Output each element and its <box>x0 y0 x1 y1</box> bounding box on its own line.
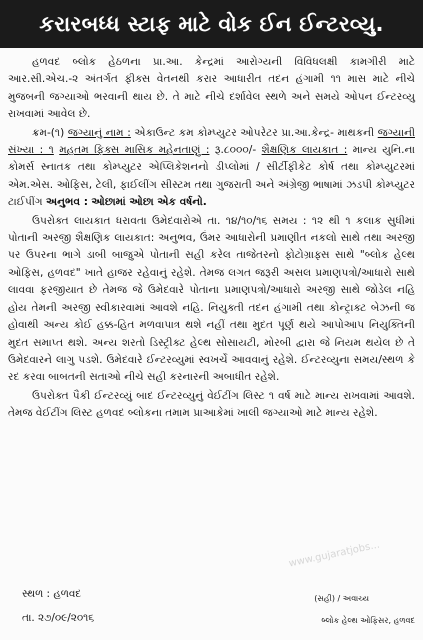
place-text: સ્થળ : હળવદ <box>22 588 82 600</box>
waitlist-paragraph: ઉપરોક્ત પૈકી ઈન્ટરવ્યું બાદ ઈન્ટરવ્યુનું વેઈટીંગ લિસ્ટ ૧ વર્ષ માટે માન્ય રાખવામાં આવશે. તેમજ વેઈટીંગ લિસ્ટ હળવદ બ્લોકના તમામ પ્રાઆકેમાં ખાલી જગ્યાઓ માટે માન્ય રહેશે. <box>8 389 415 420</box>
serial-label: ક્રમ-(૧) <box>32 126 65 139</box>
signature-name: બ્લોક હેલ્થ ઓફિસર, હળવદ <box>321 616 415 625</box>
signature-title: (સહી) / અવાચ્ય <box>314 594 369 603</box>
notice-footer <box>0 588 423 636</box>
post-count-prefix: પ્રા.આ.કેન્દ્ર- માથકની <box>281 126 375 139</box>
experience-text: ઓછામાં ઓછા એક વર્ષનો. <box>91 196 207 209</box>
qualification-text: માન્ય યુનિ.ના કોમર્સ સ્નાતક તથા કોમ્પ્યુટર એપ્લિકેશનનો ડીપ્લોમાં / સીર્ટીફીકેટ કોર્ષ તથા કોમ્પ્યુટરમાં એમ.એસ. ઓફિસ, ટેલી, ફાઈલીંગ સીસ્ટમ તથા ગુજરાતી અને અંગ્રેજી ભાષામાં ઝડપી કોમ્પ્યુટર ટાઈપીંગ <box>8 144 416 209</box>
intro-paragraph: હળવદ બ્લોક હેઠળના પ્રા.આ. કેન્દ્રમાં આરોગ્યની વિવિધલક્ષી કામગીરી માટે આર.સી.એચ.-૨ અંતર્ગત ફીક્સ વેતનથી કરાર આધારીત તદન હંગામી ૧૧ માસ માટે નીચે મુજબની જગ્યાઓ ભરવાની થાય છે. તે માટે નીચે દર્શાવેલ સ્થળે અને સમયે ઓપન ઈન્ટરવ્યુ રાખવામાં આવેલ છે. <box>8 56 415 121</box>
salary-value: રૂ.૮૦૦૦/- <box>214 144 257 157</box>
salary-label: મહતમ ફિક્સ માસિક મહેનતાણું : <box>59 144 210 157</box>
watermark-text: www.gujaratjobs... <box>288 539 382 570</box>
post-name-label: જગ્યાનું નામ : <box>67 126 131 139</box>
qualification-label: શૈક્ષણિક લાયકાત : <box>261 144 348 157</box>
date-text: તા. ૨૭/૦૯/૨૦૧૬ <box>22 612 95 624</box>
post-details <box>8 125 415 212</box>
experience-label: અનુભવ : <box>45 196 89 209</box>
instructions-paragraph: ઉપરોક્ત લાયકાત ધરાવતા ઉમેદવારોએ તા. ૧૪/૧૦/૧૬ સમય : ૧૨ થી ૧ કલાક સુધીમાં પોતાની અરજી શૈક્ષણિક લાયકાત: અનુભવ, ઉંમર આધારોની પ્રમાણીત નકલો સાથે તથા અરજી પર ઉપરના ભાગે ડાબી બાજુએ પોતાની સહી કરેલ તાજેતરનો ફોટોગ્રાફ્સ સાથે "બ્લોક હેલ્થ ઓફિસ, હળવદ" ખાતે હાજર રહેવાનું રહેશે. તેમજ લગત જરૂરી અસલ પ્રમાણપત્રો/આધારો સાથે લાવવા ફરજીયાત છે તેમજ જે ઉમેદવારે પોતાના પ્રમાણપત્રો/આધારો અરજી સાથે જોડેલ નહિ હોય તેમની અરજી સ્વીકારવામાં આવશે નહિ. નિયુક્તી તદન હંગામી તથા કોન્ટ્રાક્ટ બેઝની જ હોવાથી અન્ય કોઈ હક્ક-હિત મળવાપાત્ર થશે નહીં તથા મુદત પૂર્ણ થયે આપોઆપ નિયુક્તિની મુદત સમાપ્ત થશે. અન્ય શરતો ડિસ્ટ્રીક્ટ હેલ્થ સોસાયટી, મોરબી દ્વારા જે નિયમ થયેલ છે તે ઉમેદવારને લાગુ પડશે. ઉમેદવારે ઈન્ટરવ્યુમાં સ્વખર્ચે આવવાનું રહેશે. ઈન્ટરવ્યુના સમય/સ્થળ કે રદ કરવા બાબતની સતાઓ નીચે સહી કરનારની અબાધીત રહેશે. <box>8 214 415 384</box>
post-count: જગ્યાની સંખ્યા : ૧ <box>8 126 415 157</box>
post-name: એકાઉન્ટ કમ કોમ્પ્યુટર ઓપરેટર <box>134 126 278 139</box>
notice-title: કરારબધ્ધ સ્ટાફ માટે વોક ઈન ઈન્ટરવ્યુ. <box>0 0 423 48</box>
notice-body <box>8 54 415 636</box>
